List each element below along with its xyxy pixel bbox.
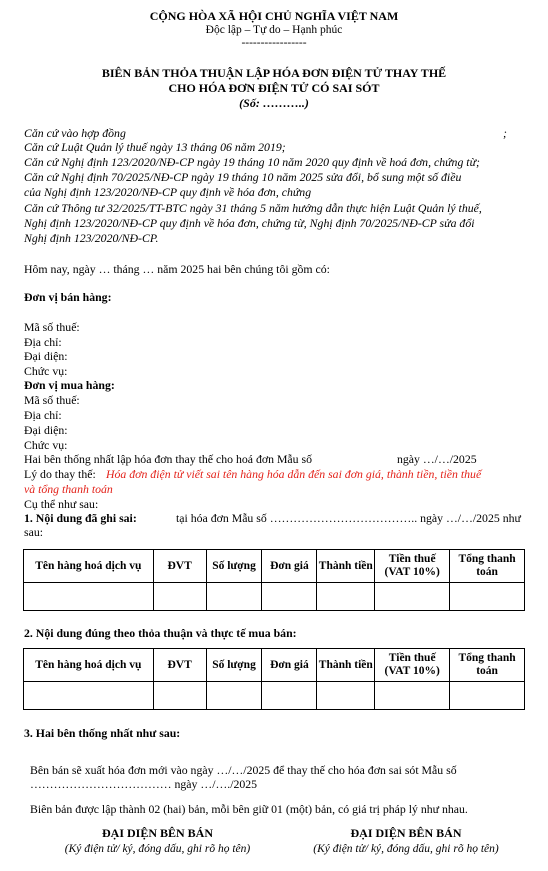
country-heading: CỘNG HÒA XÃ HỘI CHỦ NGHĨA VIỆT NAM <box>149 9 399 23</box>
table-cell[interactable] <box>375 682 450 710</box>
seller-representative: Đại diện: <box>24 349 68 363</box>
section1-text-end: sau: <box>24 525 44 539</box>
table-cell[interactable] <box>450 682 525 710</box>
table-cell[interactable] <box>262 682 317 710</box>
section3-text-a: Bên bán sẽ xuất hóa đơn mới vào ngày …/…/2025 để thay thế cho hóa đơn sai sót Mẫu số <box>30 763 457 777</box>
table-row <box>24 682 525 710</box>
motto: Độc lập – Tự do – Hạnh phúc <box>205 24 343 36</box>
basis-contract-end: ; <box>503 126 507 140</box>
correct-content-table <box>23 648 525 710</box>
buyer-heading: Đơn vị mua hàng: <box>24 378 115 392</box>
reason-text-b: và tổng thanh toán <box>24 482 113 496</box>
basis-decree-123: Căn cứ Nghị định 123/2020/NĐ-CP ngày 19 tháng 10 năm 2020 quy định về hoá đơn, chứng từ; <box>24 155 480 169</box>
table-cell[interactable] <box>262 583 317 611</box>
table-cell[interactable] <box>24 682 154 710</box>
buyer-signature-title: ĐẠI DIỆN BÊN BÁN <box>350 826 462 840</box>
basis-circular-c: Nghị định 123/2020/NĐ-CP. <box>24 231 159 245</box>
col-header-unit-price: Đơn giá <box>262 550 317 583</box>
intro-text: Hôm nay, ngày … tháng … năm 2025 hai bên chúng tôi gồm có: <box>24 262 330 276</box>
table-cell[interactable] <box>317 682 375 710</box>
col-header-item: Tên hàng hoá dịch vụ <box>24 649 154 682</box>
reason-label: Lý do thay thế: <box>24 467 96 481</box>
seller-signature-title: ĐẠI DIỆN BÊN BÁN <box>101 826 214 840</box>
seller-heading: Đơn vị bán hàng: <box>24 290 112 304</box>
table-cell[interactable] <box>206 682 262 710</box>
buyer-signature-note: (Ký điện tử/ ký, đóng dấu, ghi rõ họ tên) <box>313 843 499 855</box>
section2-label: 2. Nội dung đúng theo thỏa thuận và thực tế mua bán: <box>24 626 297 640</box>
table-cell[interactable] <box>450 583 525 611</box>
table-cell[interactable] <box>24 583 154 611</box>
col-header-amount: Thành tiền <box>317 550 375 583</box>
reason-text-a: Hóa đơn điện tử viết sai tên hàng hóa dẫn đến sai đơn giá, thành tiền, tiền thuế <box>106 467 482 481</box>
table-cell[interactable] <box>153 682 206 710</box>
seller-address: Địa chỉ: <box>24 335 62 349</box>
agreement-line: Hai bên thống nhất lập hóa đơn thay thế cho hoá đơn Mẫu số <box>24 452 313 466</box>
basis-decree-70-a: Căn cứ Nghị định 70/2025/NĐ-CP ngày 19 tháng 10 năm 2025 sửa đổi, bổ sung một số điều <box>24 170 462 184</box>
seller-position: Chức vụ: <box>24 364 68 378</box>
col-header-unit: ĐVT <box>153 550 206 583</box>
col-header-total: Tổng thanh toán <box>450 550 525 583</box>
table-cell[interactable] <box>206 583 262 611</box>
col-header-total: Tổng thanh toán <box>450 649 525 682</box>
basis-tax-law: Căn cứ Luật Quản lý thuế ngày 13 tháng 06 năm 2019; <box>24 140 286 154</box>
wrong-content-table <box>23 549 525 611</box>
col-header-amount: Thành tiền <box>317 649 375 682</box>
col-header-quantity: Số lượng <box>206 550 262 583</box>
copies-statement: Biên bản được lập thành 02 (hai) bản, mỗi bên giữ 01 (một) bản, có giá trị pháp lý như nhau. <box>30 802 468 816</box>
document-title-line1: BIÊN BẢN THỎA THUẬN LẬP HÓA ĐƠN ĐIỆN TỬ THAY THẾ <box>101 66 447 80</box>
buyer-representative: Đại diện: <box>24 423 68 437</box>
table-row <box>24 583 525 611</box>
agreement-date: ngày …/…/2025 <box>397 452 477 466</box>
buyer-position: Chức vụ: <box>24 438 68 452</box>
section1-text: tại hóa đơn Mẫu số ……………………………….. ngày …/…/2025 như <box>176 511 521 525</box>
seller-signature-note: (Ký điện tử/ ký, đóng dấu, ghi rõ họ tên) <box>64 843 251 855</box>
col-header-vat: Tiền thuế (VAT 10%) <box>375 550 450 583</box>
detail-intro: Cụ thể như sau: <box>24 497 99 511</box>
section1-label: 1. Nội dung đã ghi sai: <box>24 511 137 525</box>
document-title-line2: CHO HÓA ĐƠN ĐIỆN TỬ CÓ SAI SÓT <box>168 81 380 95</box>
col-header-quantity: Số lượng <box>206 649 262 682</box>
section3-label: 3. Hai bên thống nhất như sau: <box>24 726 181 740</box>
col-header-unit: ĐVT <box>153 649 206 682</box>
table-cell[interactable] <box>317 583 375 611</box>
col-header-item: Tên hàng hoá dịch vụ <box>24 550 154 583</box>
buyer-tax-code: Mã số thuế: <box>24 393 80 407</box>
header-divider: ----------------- <box>241 37 307 49</box>
basis-circular-b: Nghị định 123/2020/NĐ-CP quy định về hóa đơn, chứng từ, Nghị định 70/2025/NĐ-CP sửa đổi <box>24 216 475 230</box>
table-cell[interactable] <box>375 583 450 611</box>
col-header-unit-price: Đơn giá <box>262 649 317 682</box>
basis-decree-70-b: của Nghị định 123/2020/NĐ-CP quy định về hóa đơn, chứng <box>24 185 312 199</box>
col-header-vat: Tiền thuế (VAT 10%) <box>375 649 450 682</box>
buyer-address: Địa chỉ: <box>24 408 62 422</box>
basis-circular-a: Căn cứ Thông tư 32/2025/TT-BTC ngày 31 tháng 5 năm hướng dẫn thực hiện Luật Quản lý thuế, <box>24 201 482 215</box>
seller-tax-code: Mã số thuế: <box>24 320 80 334</box>
document-number: (Số: ………..) <box>239 96 309 110</box>
section3-text-b: ……………………………… ngày …/…./2025 <box>30 777 258 791</box>
basis-contract: Căn cứ vào hợp đồng <box>24 126 126 140</box>
table-cell[interactable] <box>153 583 206 611</box>
